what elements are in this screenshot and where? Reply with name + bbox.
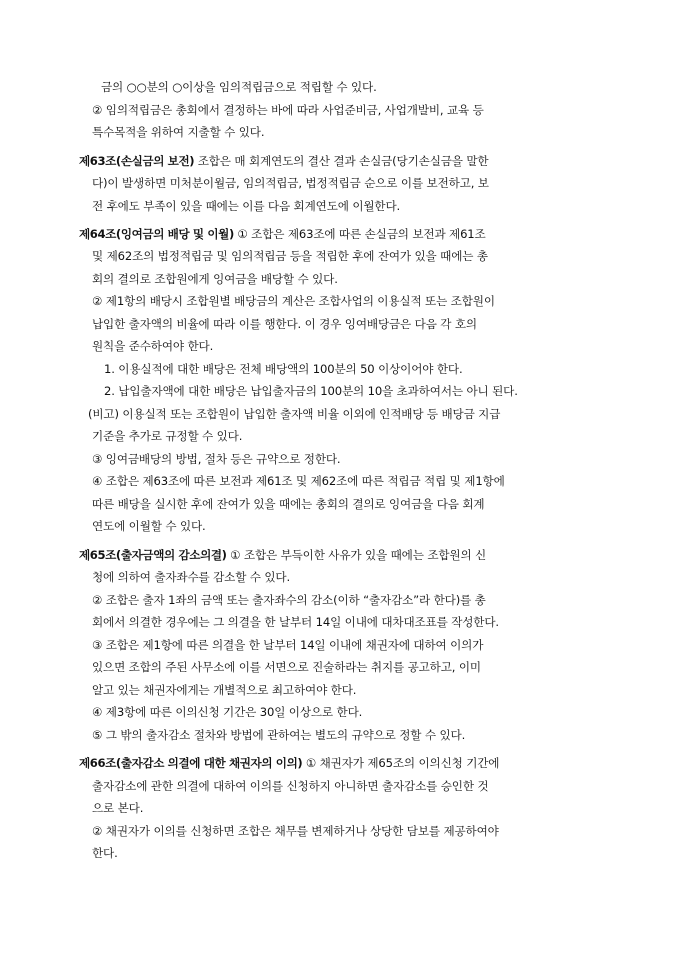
article-65-heading: 제65조(출자금액의 감소의결): [79, 548, 227, 562]
text-line: 연도에 이월할 수 있다.: [92, 519, 206, 533]
text-line: ④ 제3항에 따른 이의신청 기간은 30일 이상으로 한다.: [92, 705, 363, 719]
text-line: 금의 ○○분의 ○이상을 임의적립금으로 적립할 수 있다.: [101, 80, 377, 94]
text-line: 출자감소에 관한 의결에 대하여 이의를 신청하지 아니하면 출자감소를 승인한 것: [92, 779, 489, 793]
text-line: ② 채권자가 이의를 신청하면 조합은 채무를 변제하거나 상당한 담보를 제공하여야: [92, 824, 499, 838]
text-line: ③ 조합은 제1항에 따른 의결을 한 날부터 14일 이내에 채권자에 대하여 이의가: [92, 638, 484, 652]
article-64-line: 제64조(잉여금의 배당 및 이월) ① 조합은 제63조에 따른 손실금의 보전과 제61조: [79, 227, 486, 241]
article-65-line: 제65조(출자금액의 감소의결) ① 조합은 부득이한 사유가 있을 때에는 조합원의 신: [79, 548, 487, 562]
text-line: 기준을 추가로 규정할 수 있다.: [92, 429, 243, 443]
article-63-heading: 제63조(손실금의 보전): [79, 154, 195, 168]
text-line: ③ 잉여금배당의 방법, 절차 등은 규약으로 정한다.: [92, 452, 341, 466]
text-line: 따른 배당을 실시한 후에 잔여가 있을 때에는 총회의 결의로 잉여금을 다음 회계: [92, 497, 485, 511]
text-line: 있으면 조합의 주된 사무소에 이를 서면으로 진술하라는 취지를 공고하고, 이미: [92, 660, 481, 674]
text-line: ④ 조합은 제63조에 따른 보전과 제61조 및 제62조에 따른 적립금 적립 및 제1항에: [92, 474, 505, 488]
text-line: ② 조합은 출자 1좌의 금액 또는 출자좌수의 감소(이하 “출자감소”라 한다)를 총: [92, 593, 486, 607]
text-line: 회에서 의결한 경우에는 그 의결을 한 날부터 14일 이내에 대차대조표를 작성한다.: [92, 615, 499, 629]
text-line: ⑤ 그 밖의 출자감소 절차와 방법에 관하여는 별도의 규약으로 정할 수 있다.: [92, 728, 466, 742]
article-64-heading: 제64조(잉여금의 배당 및 이월): [79, 227, 234, 241]
article-66-heading: 제66조(출자감소 의결에 대한 채권자의 이의): [79, 756, 303, 770]
text-line: 특수목적을 위하여 지출할 수 있다.: [92, 125, 265, 139]
text-line: 납입한 출자액의 비율에 따라 이를 행한다. 이 경우 잉여배당금은 다음 각 호의: [92, 317, 477, 331]
text-line: 회의 결의로 조합원에게 잉여금을 배당할 수 있다.: [92, 272, 338, 286]
text-line: 으로 본다.: [92, 801, 144, 815]
article-63-line: 제63조(손실금의 보전) 조합은 매 회계연도의 결산 결과 손실금(당기손실금을 말한: [79, 154, 489, 168]
text-line: 알고 있는 채권자에게는 개별적으로 최고하여야 한다.: [92, 683, 357, 697]
text-line: ② 제1항의 배당시 조합원별 배당금의 계산은 조합사업의 이용실적 또는 조합원이: [92, 294, 495, 308]
remark-line: (비고) 이용실적 또는 조합원이 납입한 출자액 비율 이외에 인적배당 등 배당금 지급: [88, 407, 501, 421]
list-item: 1. 이용실적에 대한 배당은 전체 배당액의 100분의 50 이상이어야 한다.: [104, 362, 463, 376]
list-item: 2. 납입출자액에 대한 배당은 납입출자금의 100분의 10을 초과하여서는 아니 된다.: [104, 384, 518, 398]
article-66-line: 제66조(출자감소 의결에 대한 채권자의 이의) ① 채권자가 제65조의 이의신청 기간에: [79, 756, 500, 770]
text-line: 다)이 발생하면 미처분이월금, 임의적립금, 법정적립금 순으로 이를 보전하고, 보: [92, 176, 489, 190]
text-line: 원칙을 준수하여야 한다.: [92, 339, 214, 353]
text-line: ② 임의적립금은 총회에서 결정하는 바에 따라 사업준비금, 사업개발비, 교육 등: [92, 103, 484, 117]
text-line: 및 제62조의 법정적립금 및 임의적립금 등을 적립한 후에 잔여가 있을 때에는 총: [92, 249, 488, 263]
text-line: 한다.: [92, 846, 118, 860]
text-line: 전 후에도 부족이 있을 때에는 이를 다음 회계연도에 이월한다.: [92, 199, 401, 213]
text-line: 청에 의하여 출자좌수를 감소할 수 있다.: [92, 570, 291, 584]
